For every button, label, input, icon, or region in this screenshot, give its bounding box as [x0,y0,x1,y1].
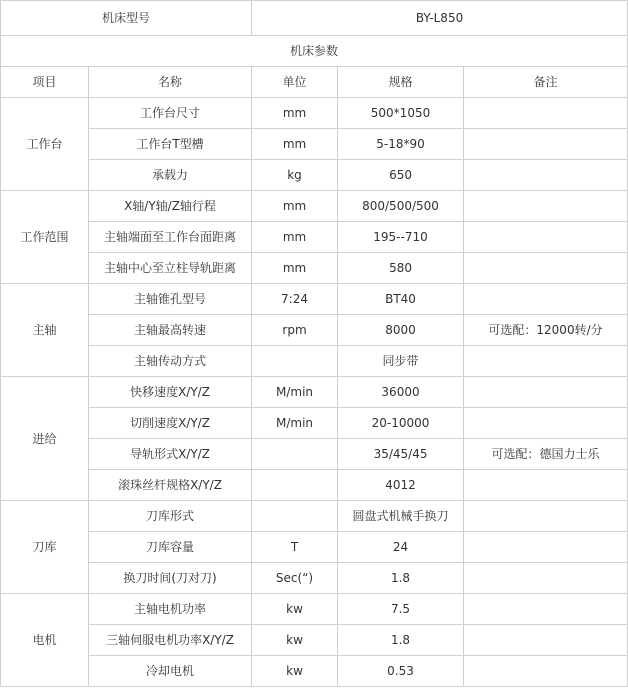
note-cell: 可选配：德国力士乐 [464,439,628,470]
group-item-cell: 进给 [1,377,89,501]
note-cell [464,470,628,501]
note-cell [464,253,628,284]
table-row [1,315,628,346]
spec-cell: 1.8 [338,625,464,656]
model-value: BY-L850 [252,1,628,36]
params-title-row [1,36,628,67]
group-item-cell: 主轴 [1,284,89,377]
table-row [1,160,628,191]
note-cell [464,284,628,315]
note-cell: 可选配：12000转/分 [464,315,628,346]
note-cell [464,191,628,222]
name-cell: 承载力 [89,160,252,191]
spec-cell: 500*1050 [338,98,464,129]
column-header-name: 名称 [89,67,252,98]
unit-cell: M/min [252,408,338,439]
unit-cell [252,470,338,501]
spec-cell: 圆盘式机械手换刀 [338,501,464,532]
table-row [1,625,628,656]
unit-cell: mm [252,129,338,160]
note-cell [464,656,628,687]
name-cell: 主轴端面至工作台面距离 [89,222,252,253]
unit-cell [252,501,338,532]
table-row [1,129,628,160]
table-row [1,532,628,563]
note-cell [464,160,628,191]
group-item-cell: 工作范围 [1,191,89,284]
table-row [1,253,628,284]
table-row [1,656,628,687]
spec-cell: 35/45/45 [338,439,464,470]
spec-cell: 8000 [338,315,464,346]
group-item-cell: 电机 [1,594,89,687]
table-row [1,408,628,439]
unit-cell: M/min [252,377,338,408]
unit-cell: T [252,532,338,563]
name-cell: 刀库容量 [89,532,252,563]
spec-cell: BT40 [338,284,464,315]
note-cell [464,563,628,594]
name-cell: 主轴电机功率 [89,594,252,625]
note-cell [464,129,628,160]
unit-cell: kw [252,594,338,625]
unit-cell: mm [252,98,338,129]
spec-table-body [1,1,628,687]
unit-cell: 7:24 [252,284,338,315]
note-cell [464,408,628,439]
spec-cell: 0.53 [338,656,464,687]
spec-cell: 1.8 [338,563,464,594]
unit-cell: rpm [252,315,338,346]
name-cell: 导轨形式X/Y/Z [89,439,252,470]
spec-cell: 20-10000 [338,408,464,439]
spec-cell: 36000 [338,377,464,408]
name-cell: 三轴伺服电机功率X/Y/Z [89,625,252,656]
column-header-unit: 单位 [252,67,338,98]
name-cell: 滚珠丝杆规格X/Y/Z [89,470,252,501]
table-row [1,284,628,315]
note-cell [464,98,628,129]
unit-cell: mm [252,253,338,284]
spec-cell: 580 [338,253,464,284]
note-cell [464,222,628,253]
table-row [1,594,628,625]
name-cell: 快移速度X/Y/Z [89,377,252,408]
name-cell: 工作台尺寸 [89,98,252,129]
group-item-cell: 刀库 [1,501,89,594]
table-row [1,563,628,594]
name-cell: 主轴最高转速 [89,315,252,346]
note-cell [464,501,628,532]
unit-cell [252,439,338,470]
name-cell: 换刀时间(刀对刀) [89,563,252,594]
table-row [1,191,628,222]
model-row [1,1,628,36]
spec-cell: 650 [338,160,464,191]
column-header-spec: 规格 [338,67,464,98]
unit-cell: Sec(“) [252,563,338,594]
spec-cell: 同步带 [338,346,464,377]
table-row [1,470,628,501]
unit-cell: kw [252,656,338,687]
unit-cell [252,346,338,377]
unit-cell: mm [252,222,338,253]
spec-cell: 800/500/500 [338,191,464,222]
table-row [1,98,628,129]
unit-cell: kg [252,160,338,191]
note-cell [464,594,628,625]
column-header-note: 备注 [464,67,628,98]
spec-cell: 5-18*90 [338,129,464,160]
spec-cell: 24 [338,532,464,563]
note-cell [464,346,628,377]
name-cell: 主轴中心至立柱导轨距离 [89,253,252,284]
table-row [1,346,628,377]
table-row [1,222,628,253]
name-cell: 主轴锥孔型号 [89,284,252,315]
table-row [1,439,628,470]
note-cell [464,532,628,563]
group-item-cell: 工作台 [1,98,89,191]
name-cell: 工作台T型槽 [89,129,252,160]
name-cell: 主轴传动方式 [89,346,252,377]
name-cell: X轴/Y轴/Z轴行程 [89,191,252,222]
table-row [1,377,628,408]
name-cell: 冷却电机 [89,656,252,687]
spec-cell: 4012 [338,470,464,501]
note-cell [464,377,628,408]
table-row [1,501,628,532]
name-cell: 刀库形式 [89,501,252,532]
unit-cell: kw [252,625,338,656]
model-label: 机床型号 [1,1,252,36]
name-cell: 切削速度X/Y/Z [89,408,252,439]
spec-cell: 7.5 [338,594,464,625]
column-header-item: 项目 [1,67,89,98]
spec-cell: 195--710 [338,222,464,253]
column-header-row [1,67,628,98]
note-cell [464,625,628,656]
params-title: 机床参数 [1,36,628,67]
unit-cell: mm [252,191,338,222]
